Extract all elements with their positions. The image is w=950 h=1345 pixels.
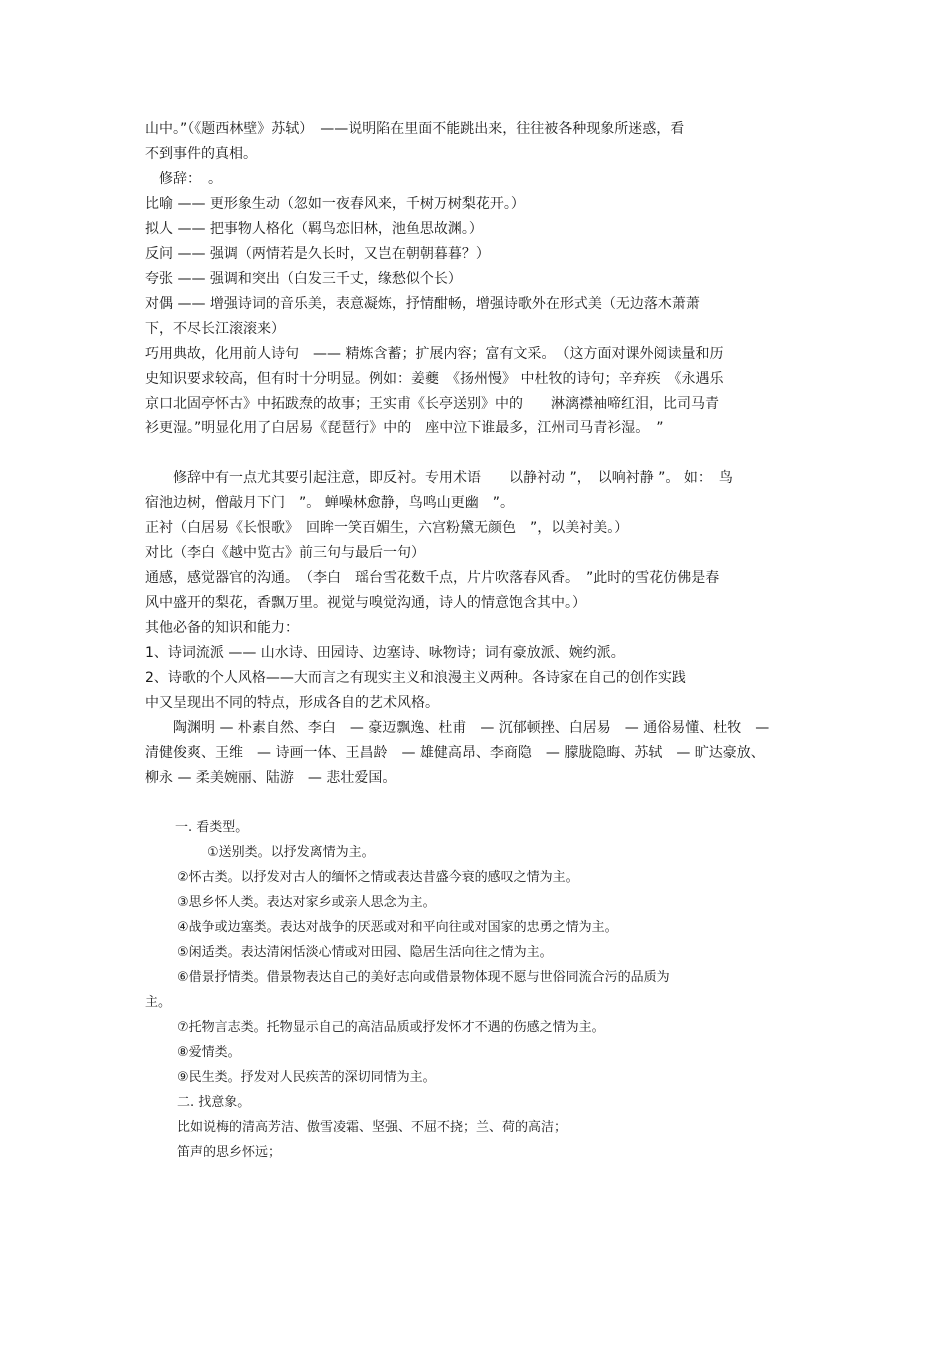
text-line: 正衬（白居易《长恨歌》 回眸一笑百媚生，六宫粉黛无颜色 ”，以美衬美。） bbox=[145, 520, 629, 536]
text-line: 下，不尽长江滚滚来） bbox=[145, 321, 285, 337]
text-line: 笛声的思乡怀远； bbox=[177, 1145, 282, 1160]
text-line: 衫更湿。”明显化用了白居易《琵琶行》中的 座中泣下谁最多，江州司马青衫湿。 ” bbox=[145, 420, 664, 436]
list-item: ⑨民生类。抒发对人民疾苦的深切同情为主。 bbox=[177, 1070, 436, 1085]
text-line: 陶渊明 — 朴素自然、李白 — 豪迈飘逸、杜甫 — 沉郁顿挫、白居易 — 通俗易懂、杜牧 — bbox=[145, 720, 770, 736]
text-line: 山中。”（《题西林壁》苏轼） ——说明陷在里面不能跳出来，往往被各种现象所迷惑，看 bbox=[145, 121, 685, 137]
list-item: ③思乡怀人类。表达对家乡或亲人思念为主。 bbox=[177, 895, 436, 910]
text-line: 反问 —— 强调（两情若是久长时，又岂在朝朝暮暮？） bbox=[145, 246, 490, 262]
section-heading: 二. 找意象。 bbox=[177, 1095, 251, 1110]
list-item: ①送别类。以抒发离情为主。 bbox=[207, 845, 375, 860]
text-line: 夸张 —— 强调和突出（白发三千丈，缘愁似个长） bbox=[145, 271, 462, 287]
text-line: 1、诗词流派 —— 山水诗、田园诗、边塞诗、咏物诗；词有豪放派、婉约派。 bbox=[145, 645, 625, 661]
text-line: 京口北固亭怀古》中拓跋焘的故事；王实甫《长亭送别》中的 淋漓襟袖啼红泪，比司马青 bbox=[145, 396, 719, 412]
text-line: 比如说梅的清高芳洁、傲雪凌霜、坚强、不屈不挠；兰、荷的高洁； bbox=[177, 1120, 568, 1135]
text-line: 清健俊爽、王维 — 诗画一体、王昌龄 — 雄健高昂、李商隐 — 朦胧隐晦、苏轼 — 旷达豪放、 bbox=[145, 745, 765, 761]
text-line: 中又呈现出不同的特点，形成各自的艺术风格。 bbox=[145, 695, 439, 711]
list-item: ⑥借景抒情类。借景物表达自己的美好志向或借景物体现不愿与世俗同流合污的品质为 bbox=[177, 970, 670, 985]
text-line: 不到事件的真相。 bbox=[145, 146, 257, 162]
text-line: 拟人 —— 把事物人格化（羁鸟恋旧林，池鱼思故渊。） bbox=[145, 221, 483, 237]
text-line: 宿池边树，僧敲月下门 ”。 蝉噪林愈静，鸟鸣山更幽 ”。 bbox=[145, 495, 514, 511]
list-item: ⑤闲适类。表达清闲恬淡心情或对田园、隐居生活向往之情为主。 bbox=[177, 945, 553, 960]
list-item: ⑧爱情类。 bbox=[177, 1045, 241, 1060]
section-heading: 一. 看类型。 bbox=[175, 820, 249, 835]
text-line: 对偶 —— 增强诗词的音乐美，表意凝炼，抒情酣畅，增强诗歌外在形式美（无边落木萧萧 bbox=[145, 296, 700, 312]
text-line: 修辞中有一点尤其要引起注意，即反衬。专用术语 以静衬动 ”， 以响衬静 ”。 如： 鸟 bbox=[145, 470, 733, 486]
text-line: 对比（李白《越中览古》前三句与最后一句） bbox=[145, 545, 425, 561]
text-line: 修辞： 。 bbox=[145, 171, 222, 187]
text-line: 巧用典故，化用前人诗句 —— 精炼含蓄；扩展内容；富有文采。 （这方面对课外阅读量和历 bbox=[145, 346, 724, 362]
list-item: ④战争或边塞类。表达对战争的厌恶或对和平向往或对国家的忠勇之情为主。 bbox=[177, 920, 618, 935]
text-line: 2、诗歌的个人风格——大而言之有现实主义和浪漫主义两种。各诗家在自己的创作实践 bbox=[145, 670, 686, 686]
text-line: 风中盛开的梨花，香飘万里。视觉与嗅觉沟通，诗人的情意饱含其中。） bbox=[145, 595, 586, 611]
text-line: 比喻 —— 更形象生动（忽如一夜春风来，千树万树梨花开。） bbox=[145, 196, 525, 212]
text-line: 通感，感觉器官的沟通。 （李白 瑶台雪花数千点，片片吹落春风香。 ”此时的雪花仿佛是春 bbox=[145, 570, 720, 586]
list-item: ⑦托物言志类。托物显示自己的高洁品质或抒发怀才不遇的伤感之情为主。 bbox=[177, 1020, 605, 1035]
text-line: 其他必备的知识和能力： bbox=[145, 620, 299, 636]
list-item: ②怀古类。以抒发对古人的缅怀之情或表达昔盛今衰的感叹之情为主。 bbox=[177, 870, 579, 885]
list-item-continuation: 主。 bbox=[145, 995, 172, 1010]
text-line: 柳永 — 柔美婉丽、陆游 — 悲壮爱国。 bbox=[145, 770, 397, 786]
text-line: 史知识要求较高，但有时十分明显。例如：姜夔 《扬州慢》 中杜牧的诗句；辛弃疾 《永遇乐 bbox=[145, 371, 724, 387]
